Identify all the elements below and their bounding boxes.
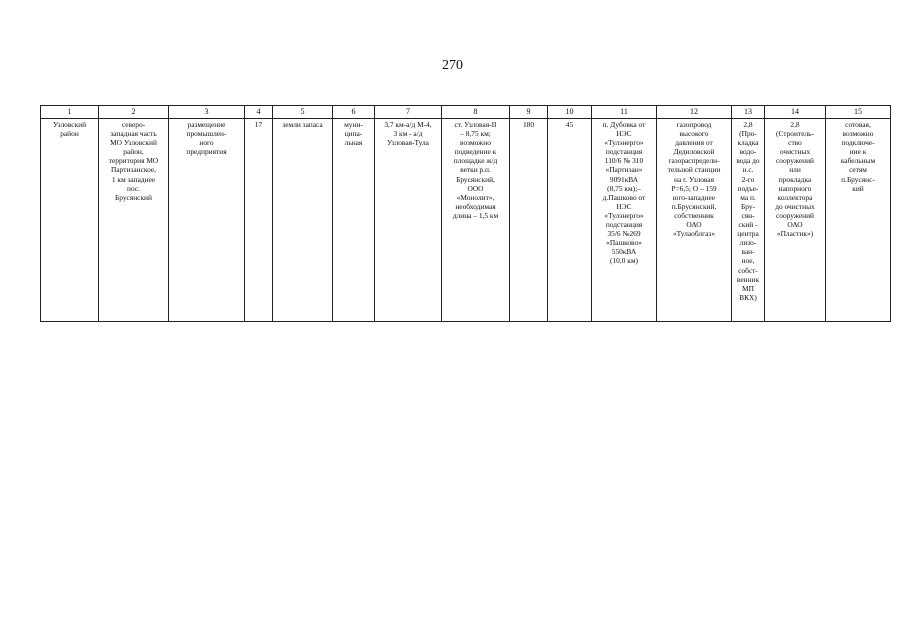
cell-road-distance: 3,7 км-а/д М-4, 3 км - а/д Узловая-Тула [375,119,442,322]
table-header-row [41,106,891,119]
cell-gas: газопровод высокого давления от Дедиловской газораспредели- тельной станции на г. Узловая Р=6,5; О – 159 юго-западнее п.Брусянский, собственник ОАО «Тулаоблгаз» [657,119,732,322]
column-header: 5 [273,106,333,119]
cell-water: 2,8 (Про- кладка водо- вода до н.с. 2-го подъе- ма п. Бру- сян- ский - центра лизо- ван- ное, собст- венник МП ВКХ) [732,119,765,322]
column-header: 8 [442,106,510,119]
cell-district: Узловский район [41,119,99,322]
page-number: 270 [442,58,463,73]
column-header: 7 [375,106,442,119]
column-header: 13 [732,106,765,119]
cell-location: северо- западная часть МО Узловский район, территория МО Партизанское, 1 км западнее пос. Брусянский [99,119,169,322]
cell-communications: сотовая, возможно подключе- ние к кабельным сетям п.Брусянс- кий [826,119,891,322]
cell-purpose: размещение промышлен- ного предприятия [169,119,245,322]
cell-col-9: 180 [510,119,548,322]
cell-area: 17 [245,119,273,322]
column-header: 9 [510,106,548,119]
column-header: 11 [592,106,657,119]
table-row [41,119,891,322]
cell-sewerage: 2,8 (Строитель- ство очистных сооружений или прокладка напорного коллектора до очистных сооружений ОАО «Пластик») [765,119,826,322]
column-header: 1 [41,106,99,119]
column-header: 2 [99,106,169,119]
column-header: 6 [333,106,375,119]
column-header: 10 [548,106,592,119]
cell-railway: ст. Узловая-II – 8,75 км; возможно подведение к площадке ж/д ветки р.п. Брусянский, ООО «Монолит», необходимая длина – 1,5 км [442,119,510,322]
cell-ownership: муни- ципа- льная [333,119,375,322]
column-header: 15 [826,106,891,119]
site-table [40,105,891,322]
column-header: 4 [245,106,273,119]
column-header: 12 [657,106,732,119]
column-header: 14 [765,106,826,119]
cell-electricity: п. Дубовка от НЭС «Тулэнерго» подстанция 110/6 № 310 «Партизан» 9091кВА (8,75 км);– д.Пашково от НЭС «Тулэнерго» подстанция 35/6 №269 «Пашково» 550кВА (10,0 км) [592,119,657,322]
cell-land-category: земли запаса [273,119,333,322]
cell-col-10: 45 [548,119,592,322]
column-header: 3 [169,106,245,119]
